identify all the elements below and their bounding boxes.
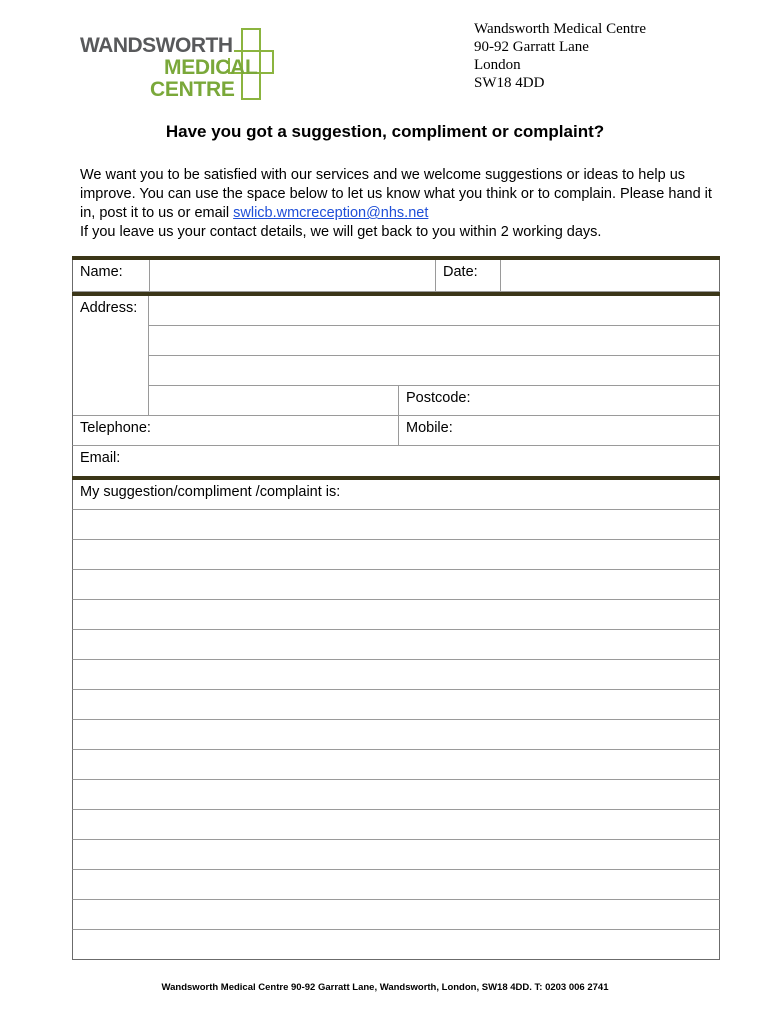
comment-line[interactable] <box>72 600 720 630</box>
name-label: Name: <box>80 264 123 280</box>
comment-line[interactable] <box>72 510 720 540</box>
comment-line[interactable] <box>72 690 720 720</box>
comment-line[interactable] <box>72 540 720 570</box>
intro-contact-note: If you leave us your contact details, we will get back to you within 2 working days. <box>80 224 602 240</box>
intro-text <box>80 166 730 242</box>
email-row <box>72 446 720 476</box>
page-title: Have you got a suggestion, compliment or complaint? <box>165 122 605 141</box>
comment-line[interactable] <box>72 900 720 930</box>
address-field-line-4[interactable] <box>149 386 398 416</box>
comment-line[interactable] <box>72 870 720 900</box>
intro-paragraph: We want you to be satisfied with our services and we welcome suggestions or ideas to help us improve. You can use the space below to let us know what you think or to complain. Please hand it in, post it to us or email <box>80 167 712 221</box>
postcode-field[interactable] <box>399 386 719 416</box>
postcode-label: Postcode: <box>406 390 471 406</box>
comment-area[interactable] <box>72 510 720 960</box>
comment-line[interactable] <box>72 660 720 690</box>
address-line: SW18 4DD <box>474 75 545 91</box>
comment-line[interactable] <box>72 840 720 870</box>
logo-line-1: WANDSWORTH <box>80 34 233 57</box>
comment-line[interactable] <box>72 570 720 600</box>
address-field-line-3[interactable] <box>149 356 719 386</box>
address-field-line-2[interactable] <box>149 326 719 356</box>
practice-logo <box>78 28 274 104</box>
name-date-row <box>72 260 720 292</box>
email-field[interactable] <box>73 446 719 476</box>
logo-line-3: CENTRE <box>150 78 235 101</box>
address-line: Wandsworth Medical Centre <box>474 21 647 37</box>
practice-address <box>474 20 646 92</box>
address-line: 90-92 Garratt Lane <box>474 39 589 55</box>
telephone-field[interactable] <box>73 416 398 445</box>
comment-header-row <box>72 480 720 510</box>
phone-row <box>72 416 720 446</box>
address-label: Address: <box>73 296 149 416</box>
footer: Wandsworth Medical Centre 90-92 Garratt Lane, Wandsworth, London, SW18 4DD. T: 0203 006 2741 <box>161 982 609 993</box>
comment-line[interactable] <box>72 750 720 780</box>
address-section <box>72 296 720 416</box>
address-field-line-1[interactable] <box>149 296 719 326</box>
name-field[interactable] <box>150 260 435 291</box>
telephone-label: Telephone: <box>80 420 151 436</box>
email-link[interactable]: swlicb.wmcreception@nhs.net <box>233 205 429 221</box>
comment-line[interactable] <box>72 720 720 750</box>
mobile-field[interactable] <box>399 416 719 445</box>
comment-line[interactable] <box>72 630 720 660</box>
comment-label: My suggestion/compliment /complaint is: <box>80 484 341 500</box>
logo-line-2: MEDICAL <box>164 56 258 79</box>
comment-line[interactable] <box>72 810 720 840</box>
address-line: London <box>474 57 521 73</box>
date-field[interactable] <box>501 260 719 291</box>
email-label: Email: <box>80 450 121 466</box>
feedback-form <box>72 256 720 960</box>
date-label: Date: <box>443 264 478 280</box>
mobile-label: Mobile: <box>406 420 453 436</box>
comment-line[interactable] <box>72 780 720 810</box>
comment-line[interactable] <box>72 930 720 960</box>
